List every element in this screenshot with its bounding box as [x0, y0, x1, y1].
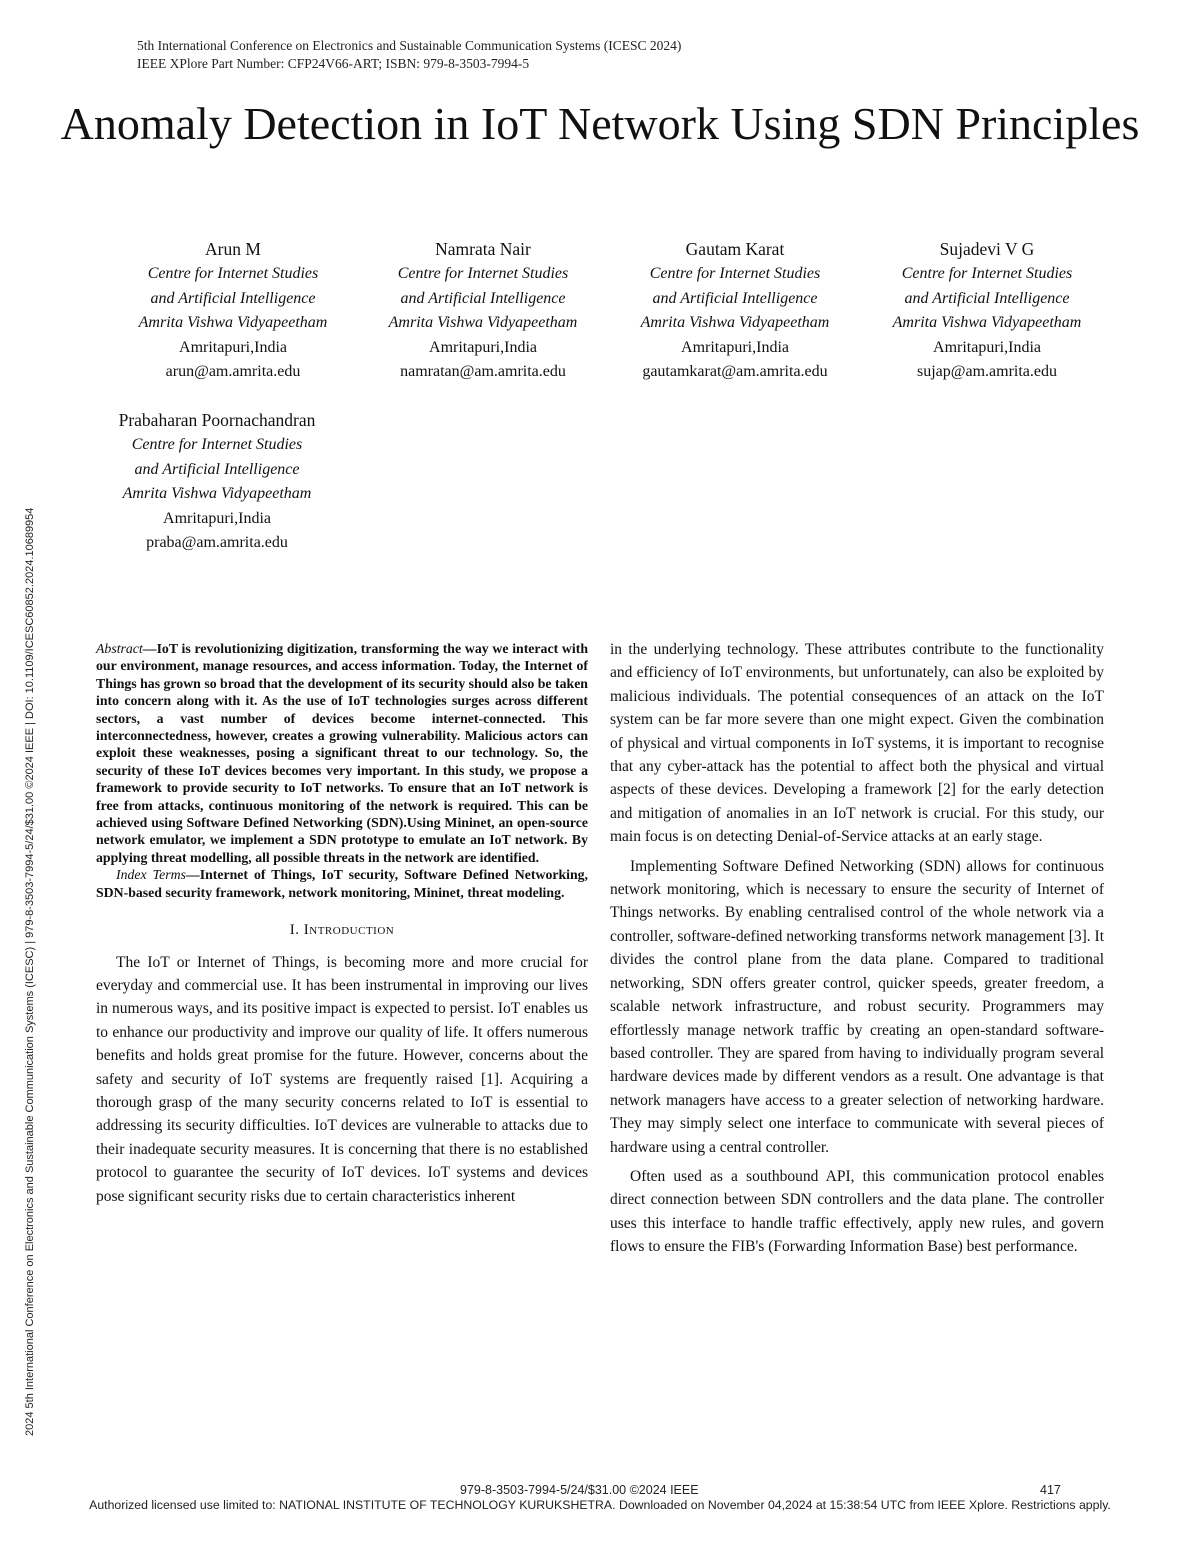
author-name: Sujadevi V G	[939, 239, 1035, 259]
conference-header	[137, 37, 681, 73]
author-block-arun	[98, 236, 368, 385]
footer-copyright: 979-8-3503-7994-5/24/$31.00 ©2024 IEEE	[460, 1483, 699, 1497]
license-notice: Authorized licensed use limited to: NATIONAL INSTITUTE OF TECHNOLOGY KURUKSHETRA. Downloaded on November 04,2024 at 15:38:54 UTC from IEEE Xplore. Restrictions apply.	[89, 1498, 1111, 1512]
author-affiliation: and Artificial Intelligence	[652, 289, 818, 307]
body-paragraph: Implementing Software Defined Networking (SDN) allows for continuous network monitoring, which is necessary to ensure the security of Internet of Things networks. By enabling centralised control of the whole network via a controller, software-defined networking transforms network management [3]. It divides the control plane from the data plane. Compared to traditional networking, SDN offers greater control, quicker speeds, greater freedom, a scalable network infrastructure, and robust security. Programmers may effortlessly manage network traffic by creating an open-standard software-based controller. They are spared from having to individually program several hardware devices made by different vendors as a result. One advantage is that network managers have access to a greater selection of networking hardware. They may simply select one interface to communicate with several pieces of hardware using a central controller.	[610, 857, 1104, 1156]
author-affiliation: Centre for Internet Studies	[147, 265, 319, 282]
body-paragraph: in the underlying technology. These attributes contribute to the functionality and efficiency of IoT environments, but unfortunately, can also be exploited by malicious individuals. The potential consequences of an attack on the IoT system can be far more severe than one might expect. Given the combination of physical and virtual components in IoT systems, it is important to recognise that any cyber-attack has the potential to affect both the physical and virtual aspects of these devices. Developing a framework [2] for the early detection and mitigation of anomalies in an IoT network is crucial. For this study, our main focus is on detecting Denial-of-Service attacks at an early stage.	[610, 641, 1104, 846]
author-name: Arun M	[205, 239, 261, 259]
author-email: praba@am.amrita.edu	[146, 534, 288, 551]
author-location: Amritapuri,India	[179, 338, 287, 356]
author-block-gautam	[600, 236, 870, 385]
author-affiliation: and Artificial Intelligence	[150, 289, 316, 307]
body-paragraph: Often used as a southbound API, this communication protocol enables direct connection between SDN controllers and the data plane. The controller uses this interface to handle traffic effectively, apply new rules, and govern flows to ensure the FIB's (Forwarding Information Base) best performance.	[610, 1167, 1104, 1256]
author-location: Amritapuri,India	[933, 338, 1041, 356]
author-affiliation: Amrita Vishwa Vidyapeetham	[388, 314, 578, 331]
index-terms-lead: Index Terms	[116, 867, 186, 883]
abstract-text: —IoT is revolutionizing digitization, transforming the way we interact with our environment, manage resources, and access information. Today, the Internet of Things has grown so broad that the development of its security should also be taken into concern along with it. As the use of IoT technologies surges across different sectors, a vast number of devices become internet-connected. This interconnectedness, however, creates a growing vulnerability. Malicious actors can exploit these weaknesses, posing a significant threat to our technology. So, the security of these IoT devices becomes very important. In this study, we propose a framework to provide security to IoT networks. To ensure that an IoT network is free from attacks, continuous monitoring of the network is required. This can be achieved using Software Defined Networking (SDN).Using Mininet, an open-source network emulator, we implement a SDN prototype to emulate an IoT network. By applying threat modelling, all possible threats in the network are identified.	[96, 641, 588, 865]
author-affiliation: Centre for Internet Studies	[901, 265, 1073, 282]
author-location: Amritapuri,India	[681, 338, 789, 356]
index-terms	[96, 866, 588, 901]
author-affiliation: Amrita Vishwa Vidyapeetham	[640, 314, 830, 331]
author-email: sujap@am.amrita.edu	[916, 363, 1058, 380]
author-affiliation: Centre for Internet Studies	[397, 265, 569, 282]
abstract-lead: Abstract	[96, 641, 143, 656]
part-number: IEEE XPlore Part Number: CFP24V66-ART; ISBN: 979-8-3503-7994-5	[137, 56, 530, 71]
side-identifier: 2024 5th International Conference on Electronics and Sustainable Communication Systems (ICESC) | 979-8-3503-7994-5/24/$31.00 ©2024 IEEE | DOI: 10.1109/ICESC60852.2024.10689954	[24, 507, 36, 1436]
author-affiliation: Centre for Internet Studies	[649, 265, 821, 282]
author-affiliation: and Artificial Intelligence	[400, 289, 566, 307]
abstract	[96, 640, 588, 866]
author-affiliation: and Artificial Intelligence	[134, 460, 300, 478]
intro-paragraph: The IoT or Internet of Things, is becoming more and more crucial for everyday and commercial use. It has been instrumental in improving our lives in numerous ways, and its positive impact is expected to persist. IoT enables us to enhance our productivity and improve our quality of life. It offers numerous benefits and holds great promise for the future. However, concerns about the safety and security of IoT systems are frequently raised [1]. Acquiring a thorough grasp of the many security concerns related to IoT is essential to addressing its security difficulties. IoT devices are vulnerable to attacks due to their inadequate security measures. It is concerning that there is no established protocol to guarantee the security of IoT devices. IoT systems and devices pose significant security risks due to certain characteristics inherent	[96, 953, 588, 1205]
page-number: 417	[1040, 1483, 1061, 1497]
author-affiliation: Amrita Vishwa Vidyapeetham	[122, 485, 312, 502]
left-column	[96, 640, 588, 1208]
index-terms-text: —Internet of Things, IoT security, Software Defined Networking, SDN-based security framework, network monitoring, Mininet, threat modeling.	[96, 867, 588, 900]
author-affiliation: Amrita Vishwa Vidyapeetham	[892, 314, 1082, 331]
author-email: gautamkarat@am.amrita.edu	[642, 363, 828, 380]
section-heading-introduction: I. Introduction	[289, 922, 395, 939]
author-location: Amritapuri,India	[429, 338, 537, 356]
author-block-sujadevi	[852, 236, 1122, 385]
author-affiliation: and Artificial Intelligence	[904, 289, 1070, 307]
author-location: Amritapuri,India	[163, 509, 271, 527]
author-name: Gautam Karat	[685, 239, 785, 259]
author-block-prabaharan	[82, 407, 352, 556]
author-affiliation: Centre for Internet Studies	[131, 436, 303, 453]
author-email: arun@am.amrita.edu	[165, 363, 301, 380]
right-column	[610, 638, 1104, 1259]
author-block-namrata	[348, 236, 618, 385]
author-affiliation: Amrita Vishwa Vidyapeetham	[138, 314, 328, 331]
author-email: namratan@am.amrita.edu	[400, 363, 566, 380]
paper-title: Anomaly Detection in IoT Network Using SDN Principles	[60, 98, 1140, 149]
conference-name: 5th International Conference on Electronics and Sustainable Communication Systems (ICESC 2024)	[137, 38, 682, 53]
author-name: Namrata Nair	[435, 239, 531, 259]
author-name: Prabaharan Poornachandran	[118, 410, 316, 430]
